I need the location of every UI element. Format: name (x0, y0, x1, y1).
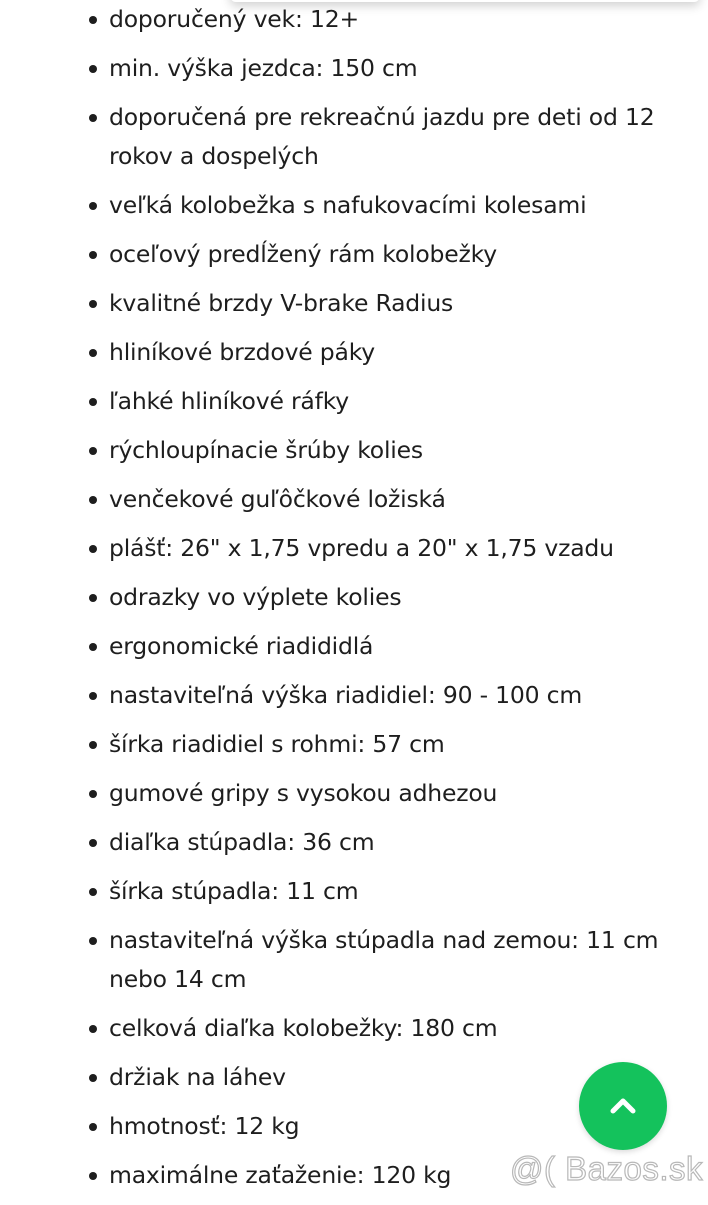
spec-list-item: ľahké hliníkové ráfky (109, 382, 704, 421)
scroll-to-top-button[interactable] (579, 1062, 667, 1150)
bazos-watermark: @( Bazos.sk (510, 1150, 704, 1187)
spec-list-item: min. výška jezdca: 150 cm (109, 49, 704, 88)
spec-list-item: plášť: 26" x 1,75 vpredu a 20" x 1,75 vzadu (109, 529, 704, 568)
chevron-up-icon (608, 1096, 638, 1116)
spec-list-item: odrazky vo výplete kolies (109, 578, 704, 617)
spec-list (109, 0, 704, 1205)
spec-list-item: hmotnosť: 12 kg (109, 1107, 704, 1146)
spec-list-item: ergonomické riadididlá (109, 627, 704, 666)
spec-list-item: držiak na láhev (109, 1058, 704, 1097)
spec-list-item: šírka riadidiel s rohmi: 57 cm (109, 725, 704, 764)
spec-list-item: nastaviteľná výška riadidiel: 90 - 100 cm (109, 676, 704, 715)
spec-list-item: rýchloupínacie šrúby kolies (109, 431, 704, 470)
spec-list-item: doporučená pre rekreačnú jazdu pre deti od 12 rokov a dospelých (109, 98, 704, 176)
spec-list-item: kvalitné brzdy V-brake Radius (109, 284, 704, 323)
spec-list-item: hliníkové brzdové páky (109, 333, 704, 372)
spec-list-item: šírka stúpadla: 11 cm (109, 872, 704, 911)
spec-list-item: doporučený vek: 12+ (109, 0, 704, 39)
spec-list-item: veľká kolobežka s nafukovacími kolesami (109, 186, 704, 225)
spec-list-item: maximálne zaťaženie: 120 kg (109, 1156, 704, 1195)
spec-list-item: celková diaľka kolobežky: 180 cm (109, 1009, 704, 1048)
spec-list-item: oceľový predĺžený rám kolobežky (109, 235, 704, 274)
spec-list-item: nastaviteľná výška stúpadla nad zemou: 11 cm nebo 14 cm (109, 921, 704, 999)
spec-list-item: gumové gripy s vysokou adhezou (109, 774, 704, 813)
spec-list-item: venčekové guľôčkové ložiská (109, 480, 704, 519)
spec-list-item: diaľka stúpadla: 36 cm (109, 823, 704, 862)
